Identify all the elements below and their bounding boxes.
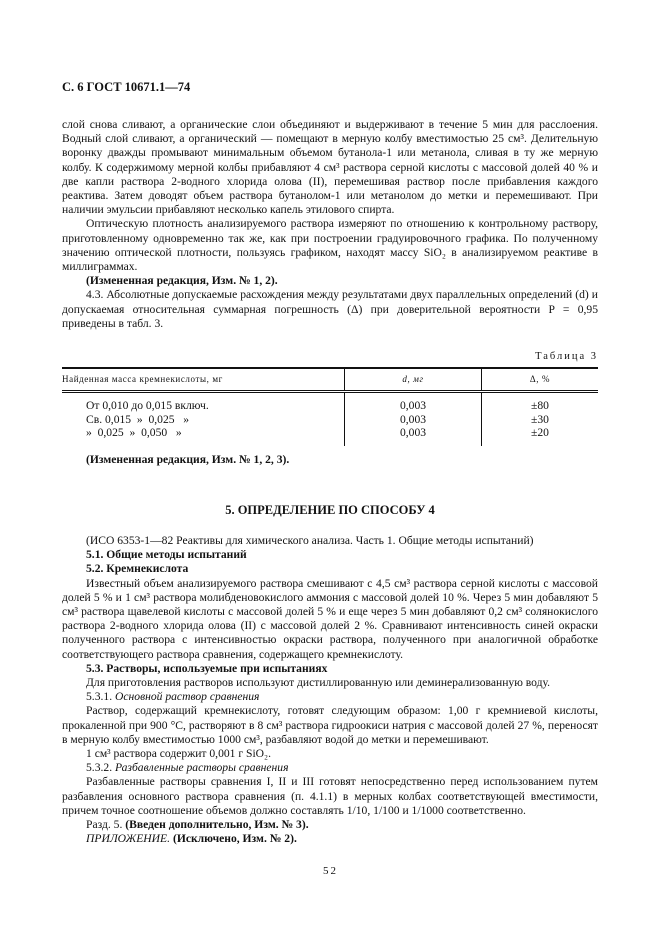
subsection-5-2: 5.2. Кремнекислота: [86, 562, 189, 576]
section-5-body: [62, 534, 598, 846]
cell: 0,003: [345, 426, 482, 440]
subsection-5-3-2: [62, 761, 598, 775]
table-row: [62, 413, 598, 427]
paragraph: 1 см³ раствора содержит 0,001 г SiO₂.: [86, 747, 271, 761]
cell: Св. 0,015 » 0,025 »: [86, 412, 190, 426]
page-number: 52: [323, 865, 338, 877]
paragraph: Оптическую плотность анализируемого раствора измеряют по отношению к контрольному раствору, приготовленному одновременно так же, как при построении градуировочного графика. По полученному значению оптической плотности, пользуясь графиком, находят массу SiO₂ в анализируемом реактиве в миллиграммах.: [62, 217, 598, 274]
iso-reference: (ИСО 6353-1—82 Реактивы для химического анализа. Часть 1. Общие методы испытаний): [86, 534, 534, 547]
table-header-row: [62, 368, 598, 392]
table-row: [62, 426, 598, 440]
cell: От 0,010 до 0,015 включ.: [86, 399, 209, 413]
paragraph: Раствор, содержащий кремнекислоту, готовят следующим образом: 1,00 г кремниевой кислоты, прокаленной при 900 °С, растворяют в 8 см³ раствора гидроокиси натрия с массовой долей 27 %, переносят в мерную колбу вместимостью 1000 см³, разбавляют водой до метки и перемешивают.: [62, 704, 598, 746]
subsection-5-3-1: [62, 690, 598, 704]
paragraph: Для приготовления растворов используют дистиллированную или деминерализованную воду.: [86, 676, 551, 690]
prefix: Разд. 5.: [86, 818, 123, 832]
col-header-d: d, мг: [345, 368, 482, 392]
table-row: [62, 399, 598, 413]
amendment-note: (Измененная редакция, Изм. № 1, 2).: [86, 274, 278, 288]
table-amendment-note: (Измененная редакция, Изм. № 1, 2, 3).: [86, 453, 290, 466]
note: (Исключено, Изм. № 2).: [172, 832, 297, 846]
cell: ±20: [482, 426, 599, 440]
cell: » 0,025 » 0,050 »: [86, 426, 182, 440]
col-header-mass: Найденная масса кремнекислоты, мг: [62, 368, 345, 392]
paragraph-4-3: 4.3. Абсолютные допускаемые расхождения между результатами двух параллельных определений (d) и допускаемая относительная суммарная погрешность (Δ) при доверительной вероятности P = 0,95 приведены в табл. 3.: [62, 288, 598, 330]
page-header: С. 6 ГОСТ 10671.1—74: [62, 80, 191, 94]
title: Основной раствор сравнения: [115, 690, 260, 704]
paragraph: Известный объем анализируемого раствора смешивают с 4,5 см³ раствора серной кислоты с массовой долей 5 % и 1 см³ раствора молибденовокислого аммония с массовой долей 10 %. Через 5 мин добавляют 5 см³ раствора щавелевой кислоты с массовой долей 5 % и еще через 5 мин добавляют 0,2 см³ солянокислого раствора 2-водного хлорида олова (II) с массовой долей 2 %. Сравнивают интенсивность синей окраски полученного раствора с интенсивностью окраски раствора, полученного при аналогичной обработке соответствующего раствора сравнения, содержащего кремнекислоту.: [62, 576, 598, 661]
subsection-5-1: 5.1. Общие методы испытаний: [86, 548, 247, 562]
appendix-note: [62, 832, 598, 846]
cell: ±80: [482, 399, 599, 413]
number: 5.3.1.: [86, 690, 113, 704]
cell: 0,003: [345, 413, 482, 427]
prefix: ПРИЛОЖЕНИЕ.: [86, 832, 171, 846]
section-note: [62, 818, 598, 832]
paragraph: слой снова сливают, а органические слои объединяют и выдерживают в течение 5 мин для расслоения. Водный слой сливают, а органический — помещают в мерную колбу вместимостью 25 см³. Делительную воронку дважды промывают минимальным объемом бутанола-1 или метанола, сливая в ту же мерную колбу. К содержимому мерной колбы прибавляют 4 см³ раствора серной кислоты с массовой долей 40 % и две капли раствора 2-водного хлорида олова (II), перемешивая раствор после прибавления каждого реактива. Затем доводят объем раствора бутанолом-1 или метанолом до метки и перемешивают. При наличии эмульсии прибавляют несколько капель этилового спирта.: [62, 118, 598, 217]
cell: 0,003: [345, 399, 482, 413]
cell: ±30: [482, 413, 599, 427]
section-title: 5. ОПРЕДЕЛЕНИЕ ПО СПОСОБУ 4: [225, 503, 435, 517]
note: (Введен дополнительно, Изм. № 3).: [125, 818, 309, 832]
subsection-5-3: 5.3. Растворы, используемые при испытаниях: [86, 661, 328, 675]
col-header-delta: Δ, %: [482, 368, 599, 392]
table-3: [62, 367, 598, 446]
paragraph: Разбавленные растворы сравнения I, II и III готовят непосредственно перед использованием путем разбавления основного раствора сравнения (п. 4.1.1) в мерных колбах соответствующей вместимости, причем точное соотношение объемов должно составлять 1/10, 1/100 и 1/1000 соответственно.: [62, 775, 598, 817]
table-caption: Таблица 3: [535, 351, 598, 362]
number: 5.3.2.: [86, 761, 113, 775]
title: Разбавленные растворы сравнения: [115, 761, 289, 775]
top-text: [62, 118, 598, 331]
